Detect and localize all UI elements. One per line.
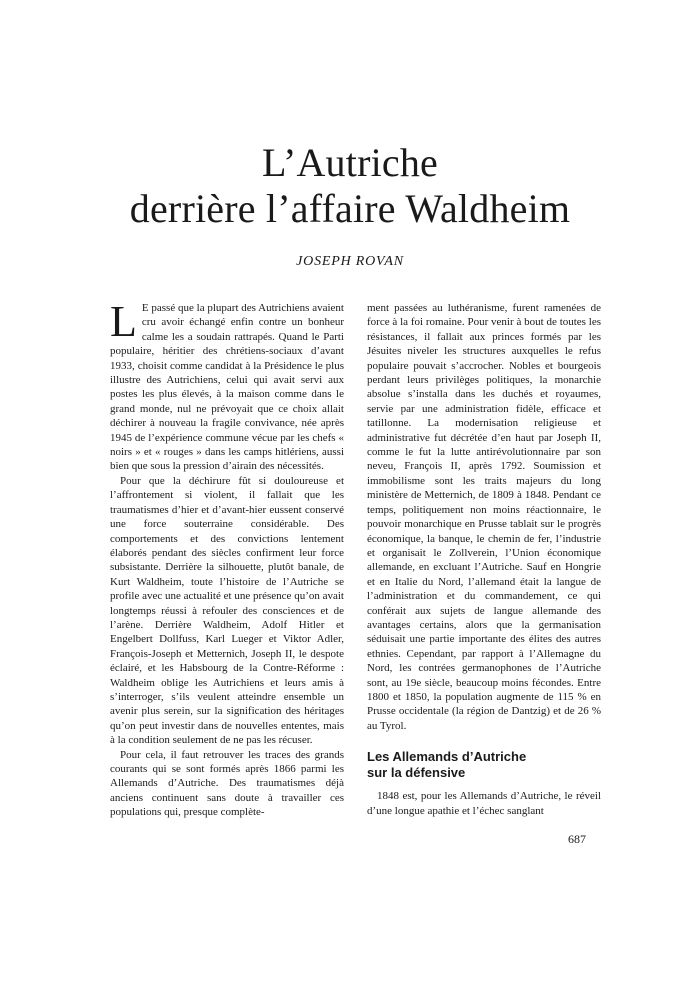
section-heading xyxy=(367,749,601,781)
paragraph: Pour cela, il faut retrouver les traces des grands courants qui se sont formés après 1866 parmi les Allemands d’Autriche. Des traumatismes déjà anciens continuent sans doute à travailler ces populations qui, presque complète- xyxy=(110,748,344,819)
title-line-1: L’Autriche xyxy=(261,140,439,185)
left-column xyxy=(110,297,344,820)
page-number: 687 xyxy=(568,832,586,846)
section-heading-line-2: sur la défensive xyxy=(367,765,466,781)
paragraph: 1848 est, pour les Allemands d’Autriche, le réveil d’une longue apathie et l’échec sanglant xyxy=(367,790,601,817)
section-heading-line-1: Les Allemands d’Autriche xyxy=(367,749,527,765)
paragraph: Pour que la déchirure fût si douloureuse et l’affrontement si violent, il fallait que les traumatismes d’hier et d’avant-hier eussent conservé une force souterraine considérable. Des comportements et des convictions lentement élaborés pendant des siècles confirment leur force subsistante. Derrière la silhouette, plutôt banale, de Kurt Waldheim, toute l’histoire de l’Autriche se profile avec une actualité et une présence qu’on avait longtemps réussi à refouler des consciences et de l’arène. Derrière Waldheim, Adolf Hitler et Engelbert Dollfuss, Karl Lueger et Viktor Adler, François-Joseph et Metternich, Joseph II, le despote éclairé, et les Habsbourg de la Contre-Réforme : Waldheim oblige les Autrichiens et leurs amis à s’interroger, s’ils veulent atteindre ensemble un avenir plus serein, sur la signification des héritages qu’on peut investir dans de nouvelles ententes, mais à la condition seulement de ne pas les récuser. xyxy=(110,474,344,747)
paragraph: ment passées au luthéranisme, furent ramenées de force à la foi romaine. Pour venir à bout de toutes les résistances, il fallait aux princes formés par les Jésuites niveler les structures auxquelles le refus populaire pouvait s’accrocher. Nobles et bourgeois perdant leurs privilèges politiques, la monarchie absolue s’installa dans les duchés et royaumes, servie par une administration fidèle, efficace et tatillonne. La modernisation religieuse et administrative fut décrétée d’en haut par Joseph II, comme le fut la lutte antirévolutionnaire par son neveu, François II, après 1792. Soumission et immobilisme sont les traits majeurs du long ministère de Metternich, de 1809 à 1848. Pendant ce temps, politiquement non moins réactionnaire, le pouvoir monarchique en Prusse tablait sur le progrès économique, la banque, le chemin de fer, l’industrie et organisait le Zollverein, l’Union économique allemande, en excluant l’Autriche. Sauf en Hongrie et en Italie du Nord, l’allemand était la langue de l’administration et du commandement, ce qui conférait aux sujets de langue allemande des avantages certains, alors que la germanisation séduisait une partie importante des élites des autres ethnies. Cependant, par rapport à l’Allemagne du Nord, les contrées germanophones de l’Autriche sont, au 19e siècle, beaucoup moins fécondes. Entre 1800 et 1850, la population augmente de 115 % en Prusse occidentale (la région de Dantzig) et de 26 % au Tyrol. xyxy=(367,302,601,732)
right-column xyxy=(367,301,601,818)
article-title xyxy=(0,140,700,232)
title-line-2: derrière l’affaire Waldheim xyxy=(129,186,571,231)
paragraph xyxy=(110,297,344,474)
author-byline: JOSEPH ROVAN xyxy=(296,254,404,269)
drop-cap: L xyxy=(110,297,137,346)
paragraph-text: E passé que la plupart des Autrichiens avaient cru avoir échangé enfin contre un bonheur calme les a soudain rattrapés. Quand le Parti populaire, héritier des chrétiens-sociaux d’avant 1933, choisit comme candidat à la Présidence le plus illustre des Autrichiens, celui qui avait servi aux postes les plus élevés, à la maison comme dans le grand monde, nul ne prévoyait que ce choix allait déchirer à nouveau la fragile convivance, née après 1945 de l’expérience commune vécue par les chefs « noirs » et « rouges » dans les camps hitlériens, aussi bien que sous la pression d’airain des nécessités. xyxy=(110,302,344,473)
